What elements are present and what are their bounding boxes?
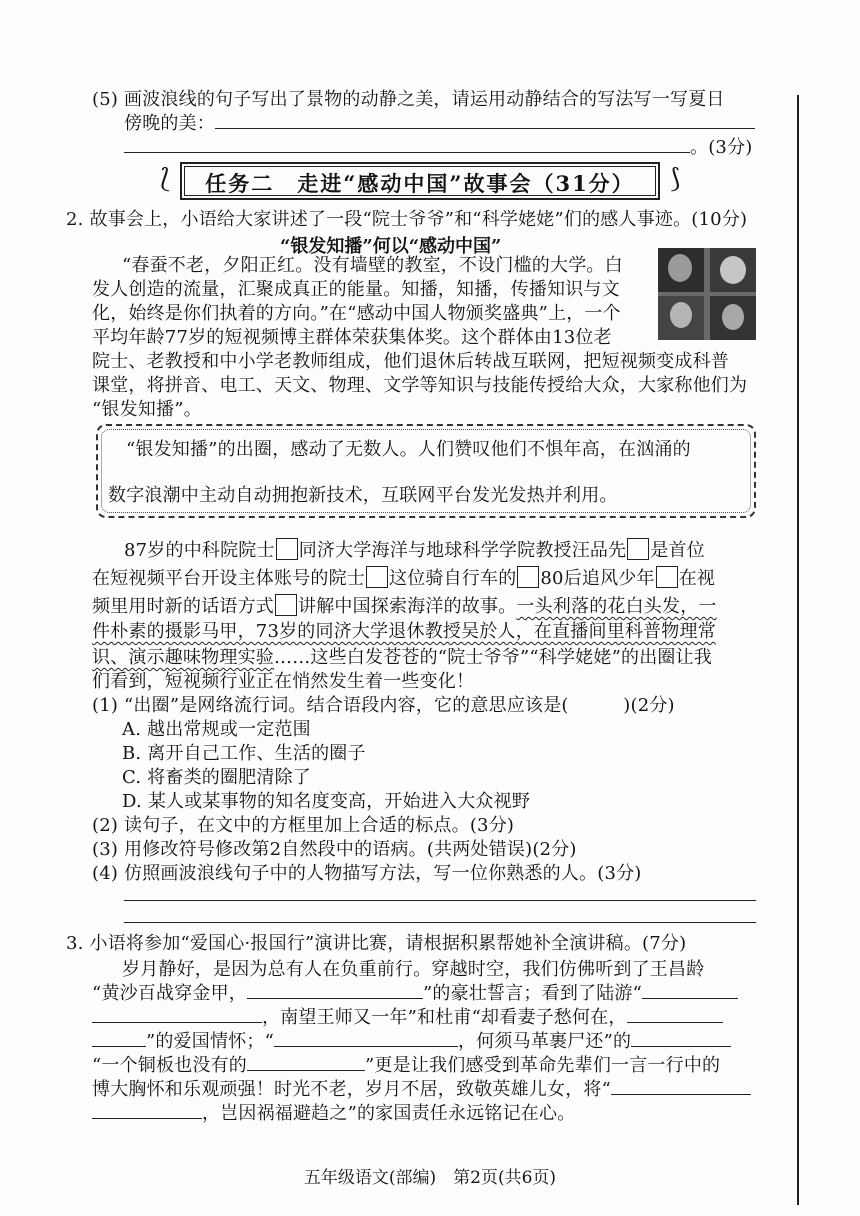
wavy-sentence: 识、演示趣味物理实验 (92, 647, 274, 668)
q5-label: 傍晚的美： (124, 113, 215, 134)
text-seg: 是首位 (650, 540, 705, 561)
speech-line3 (92, 1006, 723, 1030)
text-seg: “黄沙百战穿金甲， (92, 983, 248, 1004)
option-b[interactable]: B. 离开自己工作、生活的圈子 (122, 743, 366, 764)
story-p3-line5 (92, 646, 712, 670)
text-seg: 博大胸怀和乐观顽强！时光不老，岁月不居，致敬英雄儿女，将“ (92, 1079, 611, 1100)
q2-answer-line-2[interactable] (124, 922, 756, 923)
text-seg: 87岁的中科院院士 (124, 540, 275, 561)
task2-banner (160, 160, 680, 204)
poem-blank-5[interactable] (631, 1030, 731, 1047)
punctuation-box-6[interactable] (275, 594, 297, 616)
poem-blank-7[interactable] (611, 1078, 751, 1095)
page-footer: 五年级语文(部编) 第2页(共6页) (303, 1168, 557, 1188)
speech-line7 (92, 1102, 575, 1126)
story-p1-line7: “银发知播”。 (92, 399, 202, 420)
story-p1-line2: 发人创造的流量，汇聚成真正的能量。知播，知播，传播知识与文 (92, 279, 620, 300)
text-seg: “一个铜板也没有的 (92, 1055, 248, 1076)
q2-intro: 2. 故事会上，小语给大家讲述了一段“院士爷爷”和“科学姥姥”们的感人事迹。(10分) (66, 209, 748, 230)
q5-prompt-line2 (124, 112, 755, 136)
option-d[interactable]: D. 某人或某事物的知名度变高，开始进入大众视野 (122, 791, 531, 812)
banner-left-ornament-icon: ⟅ (160, 164, 171, 194)
wavy-sentence: 一头利落的花白头发，一 (516, 596, 717, 617)
story-p3-line6: 们看到，短视频行业正在悄然发生着一些变化！ (92, 671, 475, 692)
q2-sub1: (1) “出圈”是网络流行词。结合语段内容，它的意思应该是( )(2分) (92, 695, 675, 716)
text-seg: 频里用时新的话语方式 (92, 596, 274, 617)
poem-blank-2[interactable] (642, 982, 738, 999)
text-seg: ”的豪壮誓言；看到了陆游“ (423, 983, 643, 1004)
text-seg: 在视 (678, 568, 716, 589)
poem-blank-6[interactable] (247, 1054, 365, 1071)
q5-prompt-line3 (124, 136, 753, 160)
task2-title: 任务二 走进“感动中国”故事会（31分） (205, 171, 635, 196)
text-seg: ”的爱国情怀；“ (146, 1031, 275, 1052)
text-seg: ，南望王师又一年”和杜甫“却看妻子愁何在， (262, 1007, 627, 1028)
text-seg: ”更是让我们感受到革命先辈们一言一行中的 (365, 1055, 721, 1076)
punctuation-box-1[interactable] (276, 538, 298, 560)
story-p1-line3: 化，始终是你们执着的方向。”在“感动中国人物颁奖盛典”上，一个 (92, 303, 621, 324)
speech-line5 (92, 1054, 720, 1078)
q2-sub2: (2) 读句子，在文中的方框里加上合适的标点。(3分) (92, 815, 515, 836)
story-p3-line2 (92, 566, 715, 591)
punctuation-box-5[interactable] (656, 566, 678, 588)
story-p3-line4 (92, 620, 716, 644)
speech-line4 (92, 1030, 731, 1054)
q3-intro: 3. 小语将参加“爱国心·报国行”演讲比赛，请根据积累帮她补全演讲稿。(7分) (66, 933, 687, 954)
box-paragraph-line1: “银发知播”的出圈，感动了无数人。人们赞叹他们不惧年高，在汹涌的 (126, 439, 691, 460)
poem-blank-2b[interactable] (92, 1006, 262, 1023)
story-p1-line6: 课堂，将拼音、电工、天文、物理、文学等知识与技能传授给大众，大家称他们为 (92, 375, 748, 396)
poem-blank-3[interactable] (627, 1006, 723, 1023)
q2-sub4: (4) 仿照画波浪线句子中的人物描写方法，写一位你熟悉的人。(3分) (92, 863, 642, 884)
q5-prompt-line1: (5) 画波浪线的句子写出了景物的动静之美，请运用动静结合的写法写一写夏日 (92, 89, 725, 110)
page-margin-rule (797, 95, 799, 1205)
story-p3-line3 (92, 594, 717, 619)
text-seg: ，岂因祸福避趋之”的家国责任永远铭记在心。 (202, 1103, 576, 1124)
story-p1-line4: 平均年龄77岁的短视频博主群体荣获集体奖。这个群体由13位老 (92, 327, 612, 348)
story-p3-line1 (124, 538, 705, 563)
poem-blank-1[interactable] (247, 982, 423, 999)
text-seg: ……这些白发苍苍的“院士爷爷”“科学姥姥”的出圈让我 (274, 647, 713, 668)
punctuation-box-3[interactable] (366, 566, 388, 588)
q2-answer-line-1[interactable] (124, 900, 756, 901)
text-seg: 这位骑自行车的 (389, 568, 517, 589)
story-p1-line1: “春蚕不老，夕阳正红。没有墙壁的教室，不设门槛的大学。白 (122, 255, 623, 276)
box-paragraph-line2: 数字浪潮中主动自动拥抱新技术，互联网平台发光发热并利用。 (108, 485, 618, 506)
speech-line6 (92, 1078, 751, 1102)
wavy-sentence: 件朴素的摄影马甲，73岁的同济大学退休教授吴於人，在直播间里科普物理常 (92, 621, 716, 642)
punctuation-box-2[interactable] (627, 538, 649, 560)
q5-score: 。(3分) (690, 137, 753, 158)
poem-blank-4[interactable] (274, 1030, 458, 1047)
speech-line1: 岁月静好，是因为总有人在负重前行。穿越时空，我们仿佛听到了王昌龄 (122, 959, 705, 980)
option-c[interactable]: C. 将畜类的圈肥清除了 (122, 767, 311, 788)
text-seg: ，何须马革裹尸还”的 (458, 1031, 632, 1052)
poem-blank-3b[interactable] (92, 1030, 146, 1047)
text-seg: 讲解中国探索海洋的故事。 (298, 596, 517, 617)
speech-line2 (92, 982, 738, 1006)
poem-blank-7b[interactable] (92, 1102, 202, 1119)
story-title: “银发知播”何以“感动中国” (280, 236, 502, 257)
silver-hair-bloggers-photo (658, 248, 756, 340)
q2-sub3: (3) 用修改符号修改第2自然段中的语病。(共两处错误)(2分) (92, 839, 577, 860)
punctuation-box-4[interactable] (517, 566, 539, 588)
q5-answer-blank-2[interactable] (124, 136, 690, 153)
option-a[interactable]: A. 越出常规或一定范围 (122, 719, 311, 740)
banner-right-ornament-icon: ⟆ (669, 164, 680, 194)
q5-answer-blank-1[interactable] (215, 112, 755, 129)
story-p1-line5: 院士、老教授和中小学老教师组成，他们退休后转战互联网，把短视频变成科普 (92, 351, 729, 372)
text-seg: 在短视频平台开设主体账号的院士 (92, 568, 365, 589)
text-seg: 80后追风少年 (540, 568, 655, 589)
text-seg: 同济大学海洋与地球科学学院教授汪品先 (298, 540, 627, 561)
